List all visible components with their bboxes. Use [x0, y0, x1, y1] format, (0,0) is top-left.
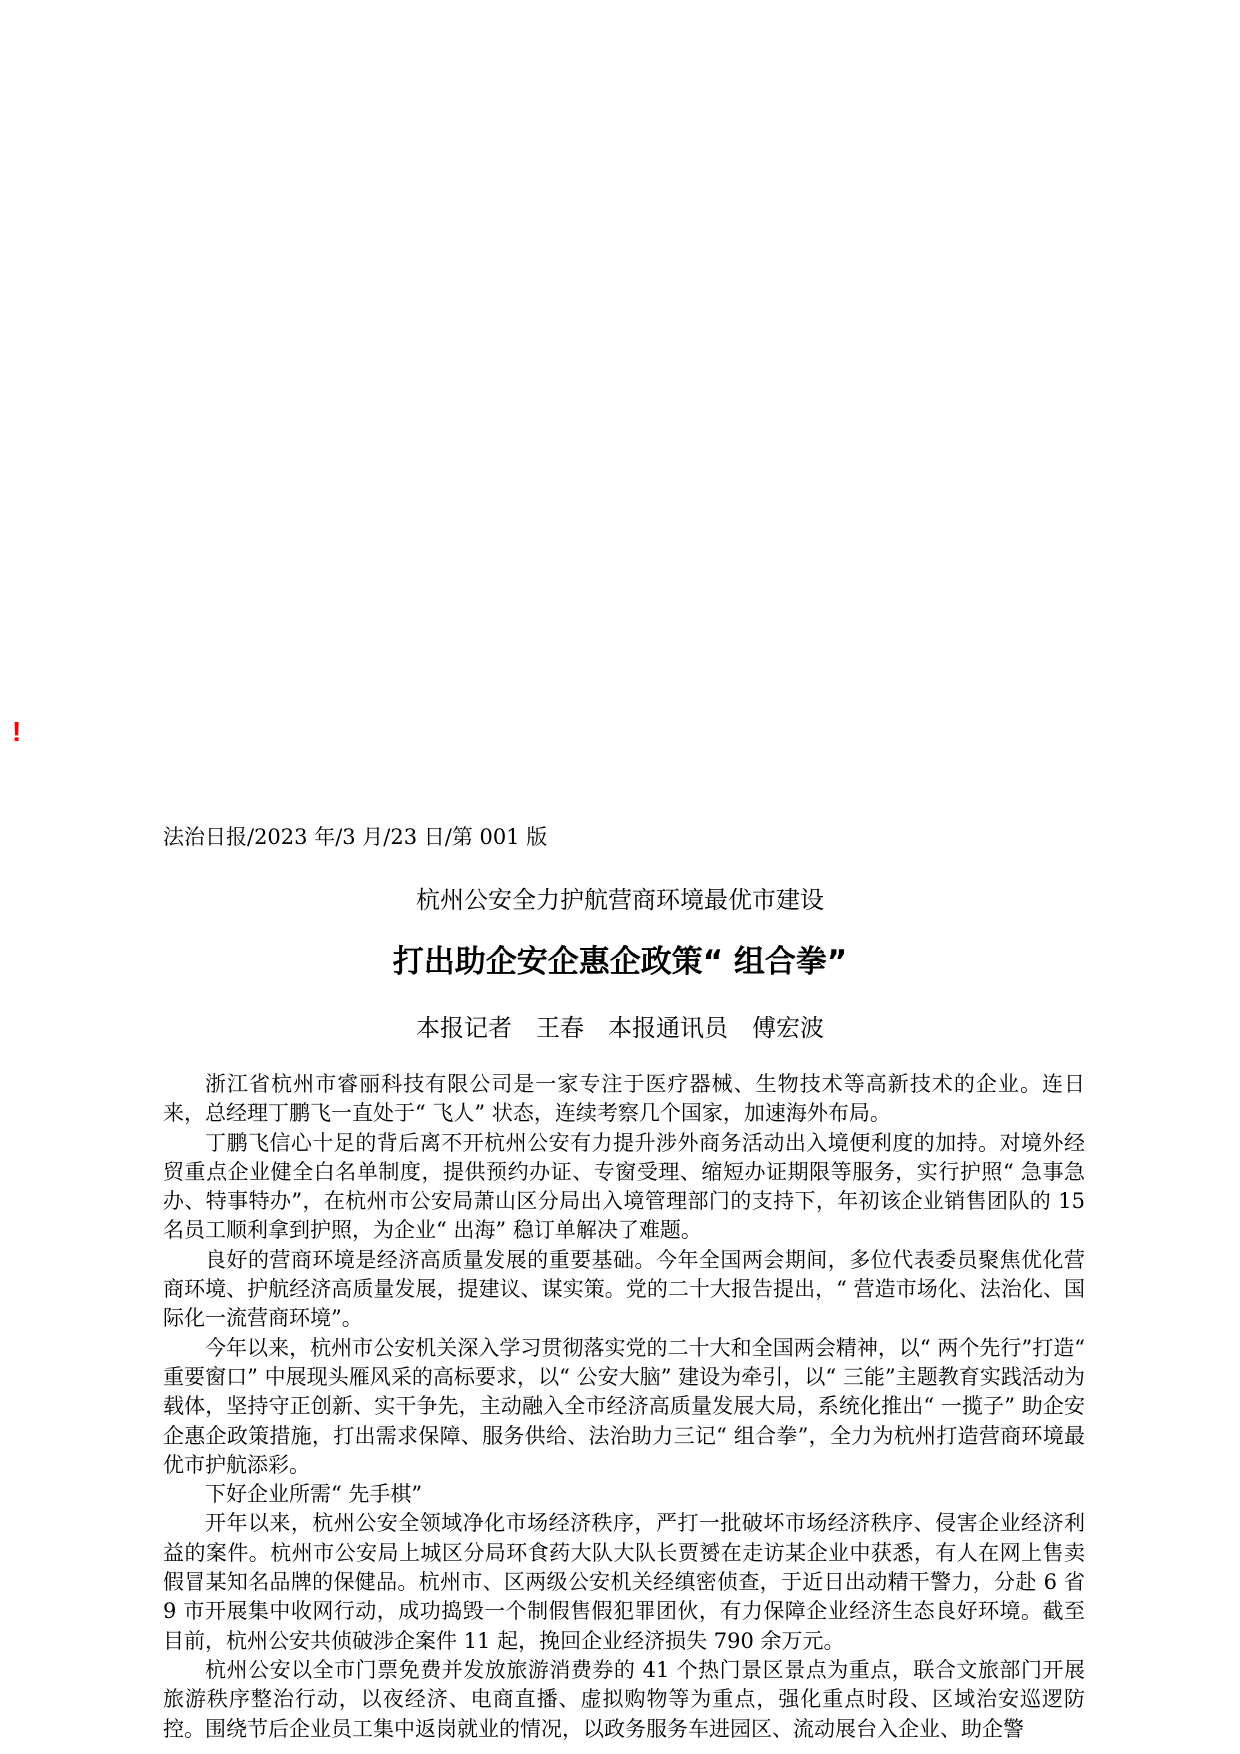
article-paragraph: 浙江省杭州市睿丽科技有限公司是一家专注于医疗器械、生物技术等高新技术的企业。连日来，总经理丁鹏飞一直处于“ 飞人” 状态，连续考察几个国家，加速海外布局。 [163, 1072, 1085, 1126]
article-headline: 打出助企安企惠企政策“ 组合拳” [392, 944, 848, 980]
source-line: 法治日报/2023 年/3 月/23 日/第 001 版 [163, 825, 548, 849]
article-byline: 本报记者 王春 本报通讯员 傅宏波 [416, 1014, 824, 1042]
article-paragraph: 开年以来，杭州公安全领域净化市场经济秩序，严打一批破坏市场经济秩序、侵害企业经济利益的案件。杭州市公安局上城区分局环食药大队大队长贾赟在走访某企业中获悉，有人在网上售卖假冒某知名品牌的保健品。杭州市、区两级公安机关经缜密侦查，于近日出动精干警力，分赴 6 省 9 市开展集中收网行动，成功捣毁一个制假售假犯罪团伙，有力保障企业经济生态良好环境。截至目前，杭州公安共侦破涉企案件 11 起，挽回企业经济损失 790 余万元。 [163, 1511, 1085, 1653]
article-paragraph: 丁鹏飞信心十足的背后离不开杭州公安有力提升涉外商务活动出入境便利度的加持。对境外经贸重点企业健全白名单制度，提供预约办证、专窗受理、缩短办证期限等服务，实行护照“ 急事急办、特事特办”，在杭州市公安局萧山区分局出入境管理部门的支持下，年初该企业销售团队的 15 名员工顺利拿到护照，为企业“ 出海” 稳订单解决了难题。 [163, 1130, 1085, 1243]
article-paragraph: 杭州公安以全市门票免费并发放旅游消费券的 41 个热门景区景点为重点，联合文旅部门开展旅游秩序整治行动，以夜经济、电商直播、虚拟购物等为重点，强化重点时段、区域治安巡逻防控。围绕节后企业员工集中返岗就业的情况，以政务服务车进园区、流动展台入企业、助企警 [163, 1657, 1085, 1741]
red-exclamation-mark: ! [12, 716, 22, 747]
section-subheading: 下好企业所需“ 先手棋” [205, 1482, 423, 1507]
article-body [163, 1070, 1085, 1744]
article-kicker: 杭州公安全力护航营商环境最优市建设 [416, 886, 824, 914]
article-paragraph: 今年以来，杭州市公安机关深入学习贯彻落实党的二十大和全国两会精神，以“ 两个先行”打造“ 重要窗口” 中展现头雁风采的高标要求，以“ 公安大脑” 建设为牵引，以“ 三能”主题教育实践活动为载体，坚持守正创新、实干争先，主动融入全市经济高质量发展大局，系统化推出“ 一揽子” 助企安企惠企政策措施，打出需求保障、服务供给、法治助力三记“ 组合拳”，全力为杭州打造营商环境最优市护航添彩。 [163, 1335, 1085, 1477]
article-paragraph: 良好的营商环境是经济高质量发展的重要基础。今年全国两会期间，多位代表委员聚焦优化营商环境、护航经济高质量发展，提建议、谋实策。党的二十大报告提出，“ 营造市场化、法治化、国际化一流营商环境”。 [163, 1247, 1085, 1331]
